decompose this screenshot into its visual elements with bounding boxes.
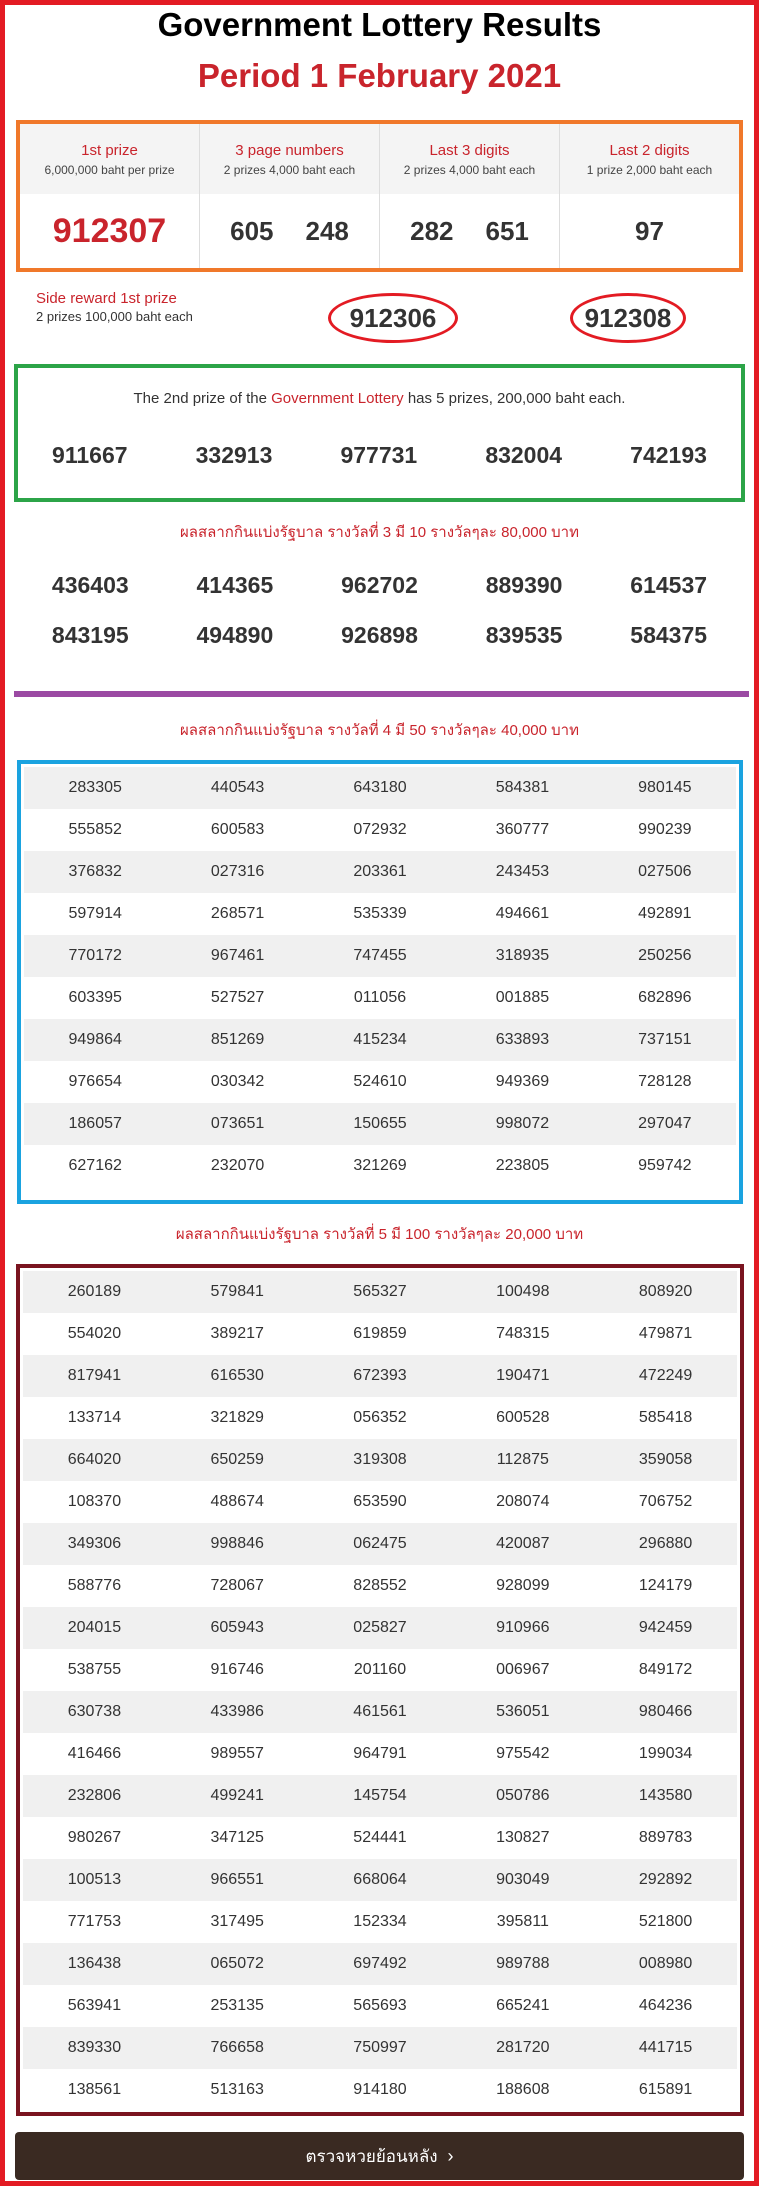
lottery-number-cell: 975542 [496,1745,550,1762]
first-prize-desc: 6,000,000 baht per prize [44,162,175,177]
lottery-number-cell: 616530 [210,1367,264,1384]
table-row [23,1901,737,1943]
last-three-column [380,124,560,268]
last-three-name: Last 3 digits [429,141,510,159]
lottery-number-cell: 260189 [67,1283,122,1300]
lottery-number-cell: 603395 [68,989,122,1006]
lottery-number-cell: 579841 [210,1283,264,1300]
lottery-number-cell: 203361 [353,863,407,880]
lottery-number-cell: 527527 [210,989,265,1006]
second-prize-number: 977731 [340,442,418,468]
third-prize-number: 614537 [630,572,708,598]
table-row [24,977,736,1019]
last-two-desc: 1 prize 2,000 baht each [586,162,713,177]
first-prize-value [20,194,199,268]
lottery-number-cell: 056352 [353,1409,407,1426]
lottery-number-cell: 208074 [496,1493,550,1510]
check-past-results-label: ตรวจหวยย้อนหลัง [305,2146,438,2166]
lottery-number-cell: 989788 [496,1955,550,1972]
lottery-number-cell: 243453 [495,863,550,880]
last-two-header [560,124,739,194]
front-three-desc: 2 prizes 4,000 baht each [223,162,356,177]
last-two-number: 97 [635,215,664,246]
lottery-number-cell: 964791 [353,1745,407,1762]
table-row [23,1649,737,1691]
lottery-number-cell: 027506 [638,863,692,880]
lottery-number-cell: 653590 [353,1493,407,1510]
lottery-number-cell: 025827 [353,1619,407,1636]
table-row [23,1607,737,1649]
lottery-number-cell: 959742 [638,1157,692,1174]
lottery-number-cell: 050786 [496,1787,550,1804]
lottery-number-cell: 910966 [496,1619,550,1636]
lottery-number-cell: 770172 [68,947,122,964]
lottery-number-cell: 524441 [353,1829,407,1846]
fourth-prize-table [17,760,743,1204]
lottery-number-cell: 136438 [67,1955,122,1972]
front-three-header [200,124,379,194]
section-divider [14,691,749,697]
lottery-number-cell: 420087 [496,1535,550,1552]
lottery-number-cell: 914180 [353,2081,407,2098]
front-three-number: 605 [230,215,274,246]
lottery-number-cell: 008980 [638,1955,693,1972]
lottery-number-cell: 112875 [496,1451,549,1468]
second-prize-number: 332913 [195,442,273,468]
lottery-number-cell: 321269 [353,1157,407,1174]
lottery-number-cell: 966551 [210,1871,264,1888]
table-row [24,809,736,851]
lottery-number-cell: 232070 [210,1157,265,1174]
lottery-number-cell: 808920 [638,1283,693,1300]
lottery-number-cell: 073651 [210,1115,265,1132]
lottery-number-cell: 065072 [210,1955,264,1972]
second-prize-number: 742193 [630,442,707,468]
table-row [24,1061,736,1103]
lottery-number-cell: 321829 [210,1409,264,1426]
lottery-number-cell: 359058 [638,1451,693,1468]
lottery-number-cell: 296880 [638,1535,693,1552]
front-three-name: 3 page numbers [235,141,344,159]
lottery-number-cell: 565693 [353,1997,407,2014]
second-prize-number: 911667 [52,442,128,468]
third-prize-numbers [18,572,741,672]
lottery-number-cell: 108370 [67,1493,122,1510]
lottery-number-cell: 027316 [210,863,265,880]
lottery-number-cell: 138561 [67,2081,122,2098]
lottery-number-cell: 600528 [496,1409,550,1426]
lottery-number-cell: 697492 [353,1955,407,1972]
lottery-number-cell: 130827 [496,1829,550,1846]
table-row [23,1733,737,1775]
lottery-number-cell: 619859 [353,1325,407,1342]
third-prize-number: 584375 [630,622,708,648]
table-row [23,1313,737,1355]
lottery-number-cell: 204015 [67,1619,122,1636]
lottery-number-cell: 967461 [210,947,265,964]
front-three-number: 248 [305,215,349,246]
lottery-number-cell: 998072 [495,1115,550,1132]
lottery-number-cell: 349306 [67,1535,122,1552]
lottery-number-cell: 100513 [67,1871,122,1888]
table-row [23,1691,737,1733]
second-prize-title-highlight: Government Lottery [271,390,404,407]
first-prize-column [20,124,200,268]
lottery-number-cell: 585418 [638,1409,693,1426]
lottery-number-cell: 728128 [638,1073,692,1090]
lottery-number-cell: 297047 [638,1115,692,1132]
lottery-number-cell: 563941 [67,1997,122,2014]
first-prize-header [20,124,199,194]
lottery-number-cell: 150655 [353,1115,407,1132]
lottery-number-cell: 737151 [638,1031,692,1048]
second-prize-numbers [18,442,741,469]
lottery-number-cell: 903049 [496,1871,550,1888]
lottery-number-cell: 488674 [210,1493,264,1510]
lottery-number-cell: 989557 [210,1745,264,1762]
second-prize-number: 832004 [485,442,563,468]
front-three-column [200,124,380,268]
fourth-prize-title: ผลสลากกินแบ่งรัฐบาล รางวัลที่ 4 มี 50 รางวัลๆละ 40,000 บาท [180,722,579,739]
lottery-number-cell: 771753 [67,1913,122,1930]
lottery-number-cell: 389217 [210,1325,264,1342]
third-prize-number: 494890 [196,622,274,648]
lottery-number-cell: 145754 [353,1787,407,1804]
lottery-number-cell: 839330 [67,2039,122,2056]
lottery-number-cell: 072932 [353,821,407,838]
third-prize-number: 889390 [485,572,563,598]
lottery-number-cell: 186057 [68,1115,122,1132]
lottery-number-cell: 133714 [67,1409,122,1426]
table-row [23,1565,737,1607]
lottery-number-cell: 976654 [68,1073,122,1090]
top-prizes-box [16,120,743,272]
lottery-number-cell: 615891 [638,2081,693,2098]
lottery-number-cell: 253135 [210,1997,264,2014]
lottery-number-cell: 536051 [496,1703,550,1720]
lottery-number-cell: 513163 [210,2081,264,2098]
third-prize-number: 926898 [341,622,418,648]
lottery-number-cell: 665241 [496,1997,550,2014]
lottery-number-cell: 521800 [638,1913,693,1930]
table-row [24,1103,736,1145]
lottery-number-cell: 928099 [496,1577,550,1594]
side-reward-name: Side reward 1st prize [36,290,177,307]
lottery-number-cell: 360777 [495,821,550,838]
lottery-number-cell: 281720 [496,2039,550,2056]
lottery-number-cell: 828552 [353,1577,407,1594]
side-reward-number: 912308 [570,293,686,343]
table-row [23,1481,737,1523]
lottery-number-cell: 565327 [353,1283,407,1300]
lottery-number-cell: 980267 [67,1829,122,1846]
lottery-number-cell: 440543 [210,779,265,796]
lottery-number-cell: 949369 [495,1073,550,1090]
lottery-number-cell: 283305 [68,779,122,796]
lottery-number-cell: 433986 [210,1703,264,1720]
lottery-number-cell: 250256 [638,947,692,964]
table-row [23,1985,737,2027]
lottery-number-cell: 062475 [353,1535,407,1552]
lottery-number-cell: 464236 [638,1997,693,2014]
lottery-number-cell: 416466 [67,1745,122,1762]
lottery-number-cell: 395811 [496,1913,549,1930]
lottery-number-cell: 706752 [638,1493,693,1510]
second-prize-box [14,364,745,502]
lottery-number-cell: 319308 [353,1451,407,1468]
lottery-number-cell: 650259 [210,1451,264,1468]
table-row [23,1817,737,1859]
lottery-number-cell: 376832 [68,863,122,880]
second-prize-title-pre: The 2nd prize of the [133,390,272,407]
lottery-number-cell: 011056 [353,989,407,1006]
lottery-number-cell: 347125 [210,1829,264,1846]
lottery-number-cell: 980466 [638,1703,693,1720]
lottery-number-cell: 668064 [353,1871,407,1888]
lottery-number-cell: 317495 [210,1913,264,1930]
table-row [23,1439,737,1481]
second-prize-title [18,390,741,407]
lottery-number-cell: 949864 [68,1031,122,1048]
lottery-number-cell: 817941 [67,1367,122,1384]
third-prize-number: 436403 [51,572,129,598]
third-prize-number: 414365 [196,572,274,598]
table-row [24,851,736,893]
lottery-number-cell: 232806 [67,1787,122,1804]
third-prize-number: 843195 [51,622,129,648]
lottery-number-cell: 916746 [210,1661,264,1678]
lottery-number-cell: 584381 [495,779,550,796]
lottery-number-cell: 980145 [638,779,692,796]
lottery-number-cell: 664020 [67,1451,122,1468]
fifth-prize-title: ผลสลากกินแบ่งรัฐบาล รางวัลที่ 5 มี 100 รางวัลๆละ 20,000 บาท [175,1226,584,1243]
lottery-number-cell: 188608 [496,2081,550,2098]
side-reward-number: 912306 [328,293,458,343]
third-prize-row [18,572,741,622]
lottery-number-cell: 479871 [638,1325,693,1342]
lottery-number-cell: 849172 [638,1661,693,1678]
third-prize-title: ผลสลากกินแบ่งรัฐบาล รางวัลที่ 3 มี 10 รางวัลๆละ 80,000 บาท [180,524,579,541]
lottery-number-cell: 748315 [496,1325,550,1342]
last-three-header [380,124,559,194]
lottery-number-cell: 318935 [495,947,550,964]
period-subtitle: Period 1 February 2021 [197,57,562,94]
lottery-number-cell: 750997 [353,2039,407,2056]
last-three-desc: 2 prizes 4,000 baht each [403,162,536,177]
lottery-number-cell: 990239 [638,821,692,838]
lottery-number-cell: 554020 [67,1325,122,1342]
table-row [24,767,736,809]
table-row [23,1523,737,1565]
lottery-number-cell: 492891 [638,905,692,922]
lottery-number-cell: 190471 [496,1367,550,1384]
lottery-number-cell: 524610 [353,1073,407,1090]
lottery-number-cell: 851269 [210,1031,265,1048]
lottery-number-cell: 766658 [210,2039,264,2056]
lottery-number-cell: 494661 [495,905,550,922]
lottery-number-cell: 292892 [638,1871,693,1888]
lottery-number-cell: 006967 [496,1661,550,1678]
table-row [23,1859,737,1901]
page-title: Government Lottery Results [157,6,602,43]
lottery-number-cell: 555852 [68,821,122,838]
second-prize-title-post: has 5 prizes, 200,000 baht each. [403,390,626,407]
lottery-number-cell: 633893 [495,1031,550,1048]
lottery-number-cell: 199034 [638,1745,693,1762]
last-three-number: 651 [485,215,529,246]
lottery-number-cell: 100498 [496,1283,550,1300]
table-row [24,1145,736,1187]
side-reward-label [36,290,296,324]
lottery-number-cell: 605943 [210,1619,264,1636]
chevron-right-icon: › [447,2145,454,2166]
lottery-number-cell: 682896 [638,989,692,1006]
lottery-number-cell: 001885 [495,989,550,1006]
lottery-number-cell: 472249 [638,1367,693,1384]
table-row [23,2069,737,2111]
lottery-number-cell: 201160 [353,1661,407,1678]
last-three-values [380,194,559,268]
lottery-number-cell: 889783 [638,1829,693,1846]
lottery-number-cell: 672393 [353,1367,407,1384]
lottery-number-cell: 441715 [638,2039,693,2056]
lottery-number-cell: 415234 [353,1031,407,1048]
table-row [24,935,736,977]
lottery-number-cell: 600583 [210,821,265,838]
last-two-values [560,194,739,268]
table-row [23,1271,737,1313]
third-prize-number: 962702 [341,572,418,598]
table-row [23,1775,737,1817]
third-prize-row [18,622,741,672]
lottery-number-cell: 538755 [67,1661,122,1678]
lottery-number-cell: 223805 [495,1157,550,1174]
lottery-number-cell: 747455 [353,947,407,964]
lottery-number-cell: 630738 [67,1703,122,1720]
lottery-number-cell: 728067 [210,1577,264,1594]
side-reward-desc: 2 prizes 100,000 baht each [36,309,193,324]
lottery-number-cell: 942459 [638,1619,693,1636]
lottery-number-cell: 643180 [353,779,407,796]
lottery-number-cell: 152334 [353,1913,407,1930]
check-past-results-button[interactable] [15,2132,744,2180]
first-prize-name: 1st prize [81,141,138,159]
table-row [23,1355,737,1397]
fifth-prize-table [16,1264,744,2116]
lottery-number-cell: 535339 [353,905,407,922]
first-prize-number: 912307 [52,211,167,250]
table-row [23,2027,737,2069]
table-row [24,1019,736,1061]
last-two-column [560,124,739,268]
last-two-name: Last 2 digits [609,141,690,159]
lottery-number-cell: 124179 [638,1577,693,1594]
lottery-number-cell: 143580 [638,1787,693,1804]
lottery-number-cell: 030342 [210,1073,265,1090]
lottery-number-cell: 998846 [210,1535,264,1552]
lottery-number-cell: 588776 [67,1577,122,1594]
table-row [24,893,736,935]
table-row [23,1397,737,1439]
table-row [23,1943,737,1985]
lottery-number-cell: 268571 [210,905,265,922]
lottery-number-cell: 597914 [68,905,122,922]
lottery-number-cell: 627162 [68,1157,122,1174]
lottery-number-cell: 499241 [210,1787,264,1804]
front-three-values [200,194,379,268]
lottery-number-cell: 461561 [353,1703,407,1720]
last-three-number: 282 [410,215,454,246]
third-prize-number: 839535 [485,622,563,648]
